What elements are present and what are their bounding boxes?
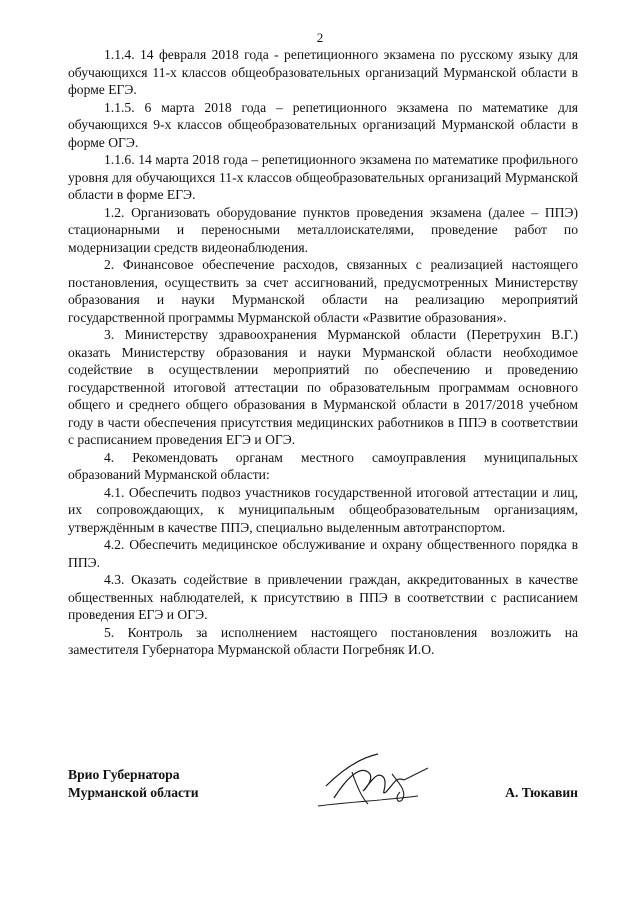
signer-title bbox=[68, 766, 199, 801]
paragraph-1-1-4: 1.1.4. 14 февраля 2018 года - репетиционного экзамена по русскому языку для обучающихся 11-х классов общеобразовательных организаций Мурманской области в форме ЕГЭ. bbox=[68, 47, 578, 97]
paragraph-2: 2. Финансовое обеспечение расходов, связанных с реализацией настоящего постановления, осуществить за счет ассигнований, предусмотренных Министерству образования и науки Мурманской области на реализацию мероприятий государственной программы Мурманской области «Развитие образования». bbox=[68, 257, 578, 325]
paragraph-1-1-5: 1.1.5. 6 марта 2018 года – репетиционного экзамена по математике для обучающихся 9-х классов общеобразовательных организаций Мурманской области в форме ОГЭ. bbox=[68, 99, 578, 150]
signature-block bbox=[68, 766, 578, 826]
paragraph-4-3: 4.3. Оказать содействие в привлечении граждан, аккредитованных в качестве общественных наблюдателей, к присутствию в ППЭ в соответствии с расписанием проведения ЕГЭ и ОГЭ. bbox=[68, 572, 578, 622]
handwritten-signature bbox=[308, 746, 438, 816]
signer-name: А. Тюкавин bbox=[505, 784, 578, 800]
signer-title-line-1: Врио Губернатора bbox=[68, 767, 180, 782]
paragraph-4: 4. Рекомендовать органам местного самоуправления муниципальных образований Мурманской области: bbox=[68, 449, 578, 482]
document-body bbox=[68, 46, 578, 659]
paragraph-4-1: 4.1. Обеспечить подвоз участников государственной итоговой аттестации и лиц, их сопровождающих, к муниципальным общеобразовательным организациям, утверждённым в качестве ППЭ, специально выделенным автотранспортом. bbox=[68, 484, 578, 535]
paragraph-1-2: 1.2. Организовать оборудование пунктов проведения экзамена (далее – ППЭ) стационарными и переносными металлоискателями, проведение работ по модернизации средств видеонаблюдения. bbox=[68, 204, 578, 255]
paragraph-5: 5. Контроль за исполнением настоящего постановления возложить на заместителя Губернатора Мурманской области Погребняк И.О. bbox=[68, 624, 578, 657]
paragraph-3: 3. Министерству здравоохранения Мурманской области (Перетрухин В.Г.) оказать Министерству образования и науки Мурманской области необходимое содействие в осуществлении мероприятий по обеспечению и проведению государственной итоговой аттестации по образовательным программам основного общего и среднего общего образования в Мурманской области в 2017/2018 учебном году в части обеспечения присутствия медицинских работников в ППЭ в соответствии с расписанием проведения ЕГЭ и ОГЭ. bbox=[68, 327, 578, 447]
paragraph-4-2: 4.2. Обеспечить медицинское обслуживание и охрану общественного порядка в ППЭ. bbox=[68, 537, 578, 570]
paragraph-1-1-6: 1.1.6. 14 марта 2018 года – репетиционного экзамена по математике профильного уровня для обучающихся 11-х классов общеобразовательных организаций Мурманской области в форме ЕГЭ. bbox=[68, 152, 578, 202]
page-number: 2 bbox=[316, 30, 324, 45]
signer-title-line-2: Мурманской области bbox=[68, 784, 199, 800]
